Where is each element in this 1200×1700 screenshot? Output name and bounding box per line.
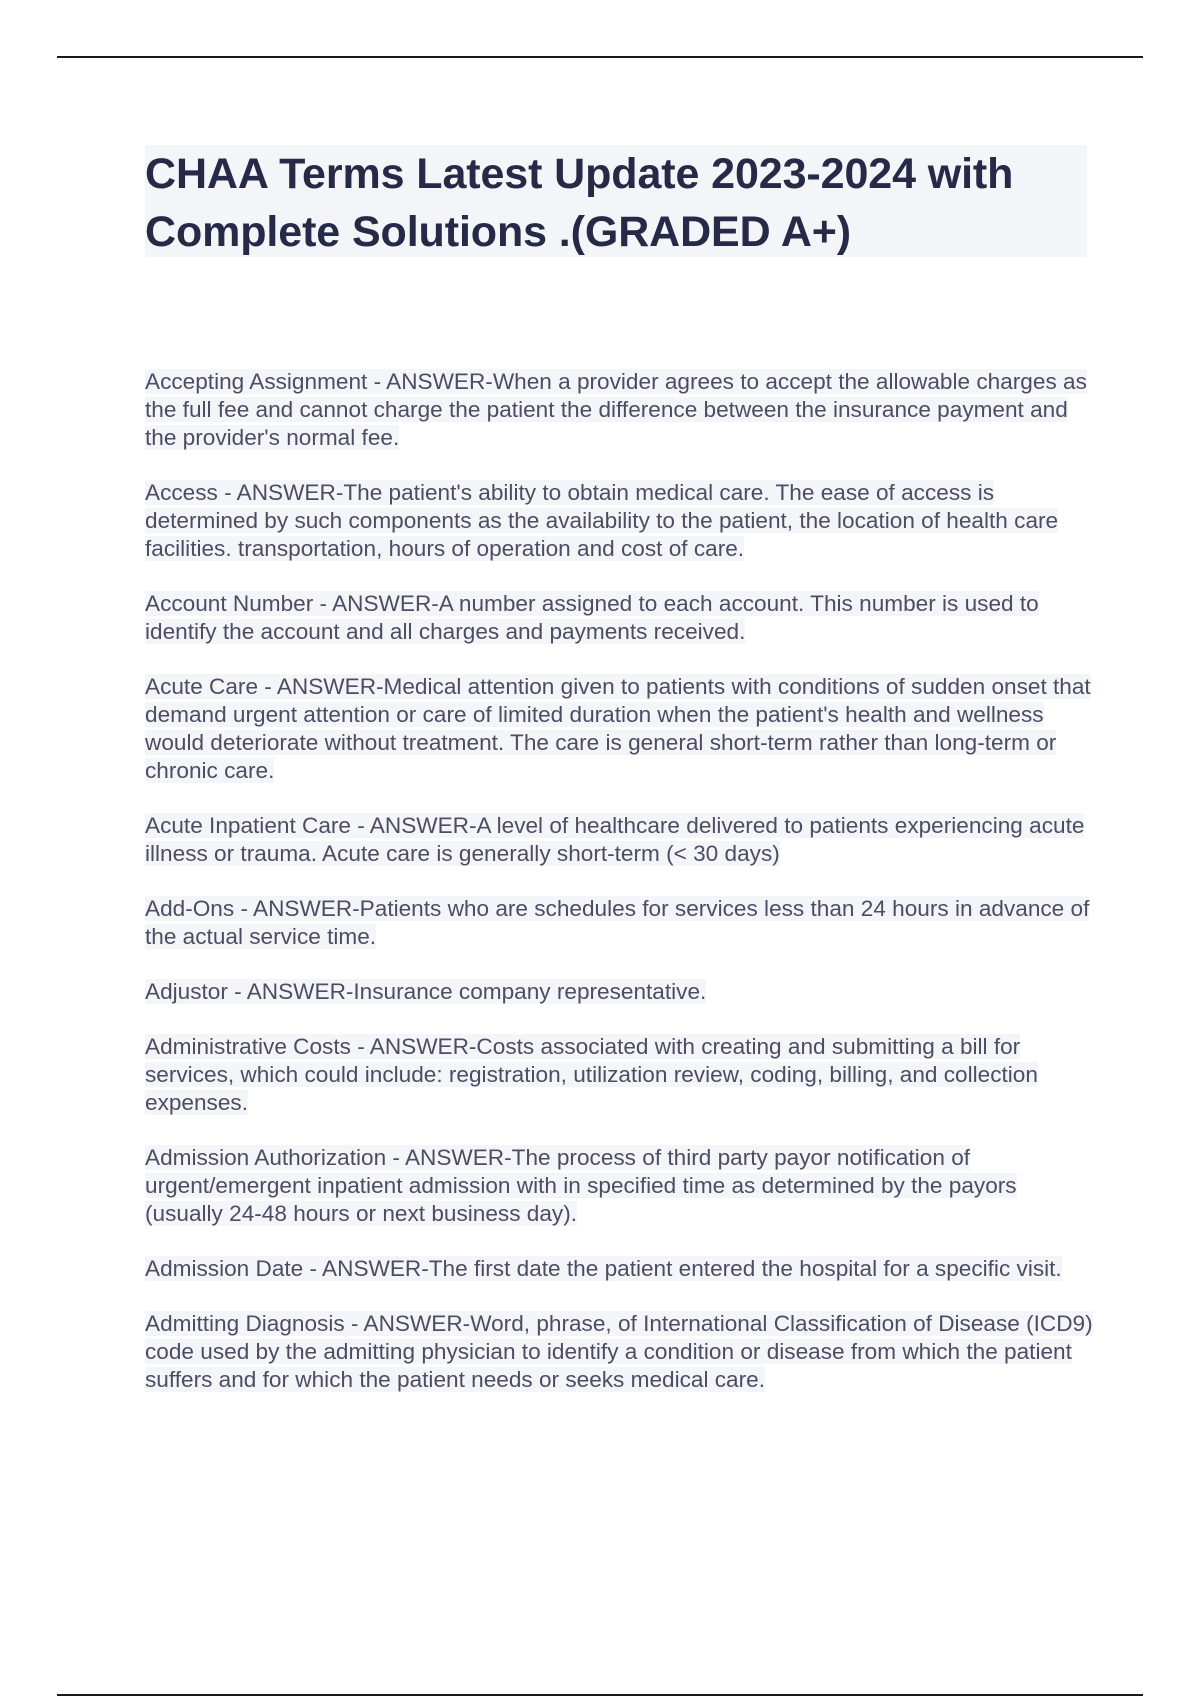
term-entry-admission-authorization — [145, 1144, 1095, 1228]
term-text: Administrative Costs - ANSWER-Costs associated with creating and submitting a bill for services, which could include: registration, utilization review, coding, billing, and collection expenses. — [145, 1034, 1038, 1115]
term-text: Acute Care - ANSWER-Medical attention given to patients with conditions of sudden onset that demand urgent attention or care of limited duration when the patient's health and wellness would deteriorate without treatment. The care is general short-term rather than long-term or chronic care. — [145, 674, 1091, 783]
term-text: Admitting Diagnosis - ANSWER-Word, phrase, of International Classification of Disease (ICD9) code used by the admitting physician to identify a condition or disease from which the patient suffers and for which the patient needs or seeks medical care. — [145, 1311, 1093, 1392]
term-text: Access - ANSWER-The patient's ability to obtain medical care. The ease of access is determined by such components as the availability to the patient, the location of health care facilities. transportation, hours of operation and cost of care. — [145, 480, 1059, 561]
term-entry-acute-inpatient-care — [145, 812, 1095, 868]
term-text: Add-Ons - ANSWER-Patients who are schedules for services less than 24 hours in advance of the actual service time. — [145, 896, 1090, 949]
term-entry-accepting-assignment — [145, 368, 1095, 452]
term-list — [145, 368, 1095, 1394]
title-block — [145, 145, 1087, 257]
term-text: Acute Inpatient Care - ANSWER-A level of healthcare delivered to patients experiencing acute illness or trauma. Acute care is generally short-term (< 30 days) — [145, 813, 1085, 866]
term-entry-account-number — [145, 590, 1095, 646]
term-entry-acute-care — [145, 673, 1095, 785]
term-entry-add-ons — [145, 895, 1095, 951]
bottom-rule — [57, 1694, 1143, 1696]
top-rule — [57, 56, 1143, 58]
term-text: Admission Date - ANSWER-The first date the patient entered the hospital for a specific visit. — [145, 1256, 1062, 1281]
term-text: Account Number - ANSWER-A number assigned to each account. This number is used to identify the account and all charges and payments received. — [145, 591, 1039, 644]
term-text: Admission Authorization - ANSWER-The process of third party payor notification of urgent/emergent inpatient admission with in specified time as determined by the payors (usually 24-48 hours or next business day). — [145, 1145, 1017, 1226]
term-text: Adjustor - ANSWER-Insurance company representative. — [145, 979, 707, 1004]
term-entry-adjustor — [145, 978, 1095, 1006]
term-entry-admission-date — [145, 1255, 1095, 1283]
term-entry-admitting-diagnosis — [145, 1310, 1095, 1394]
document-title: CHAA Terms Latest Update 2023-2024 with Complete Solutions .(GRADED A+) — [145, 150, 1014, 256]
term-entry-access — [145, 479, 1095, 563]
term-entry-administrative-costs — [145, 1033, 1095, 1117]
term-text: Accepting Assignment - ANSWER-When a provider agrees to accept the allowable charges as the full fee and cannot charge the patient the difference between the insurance payment and the provider's normal fee. — [145, 369, 1087, 450]
